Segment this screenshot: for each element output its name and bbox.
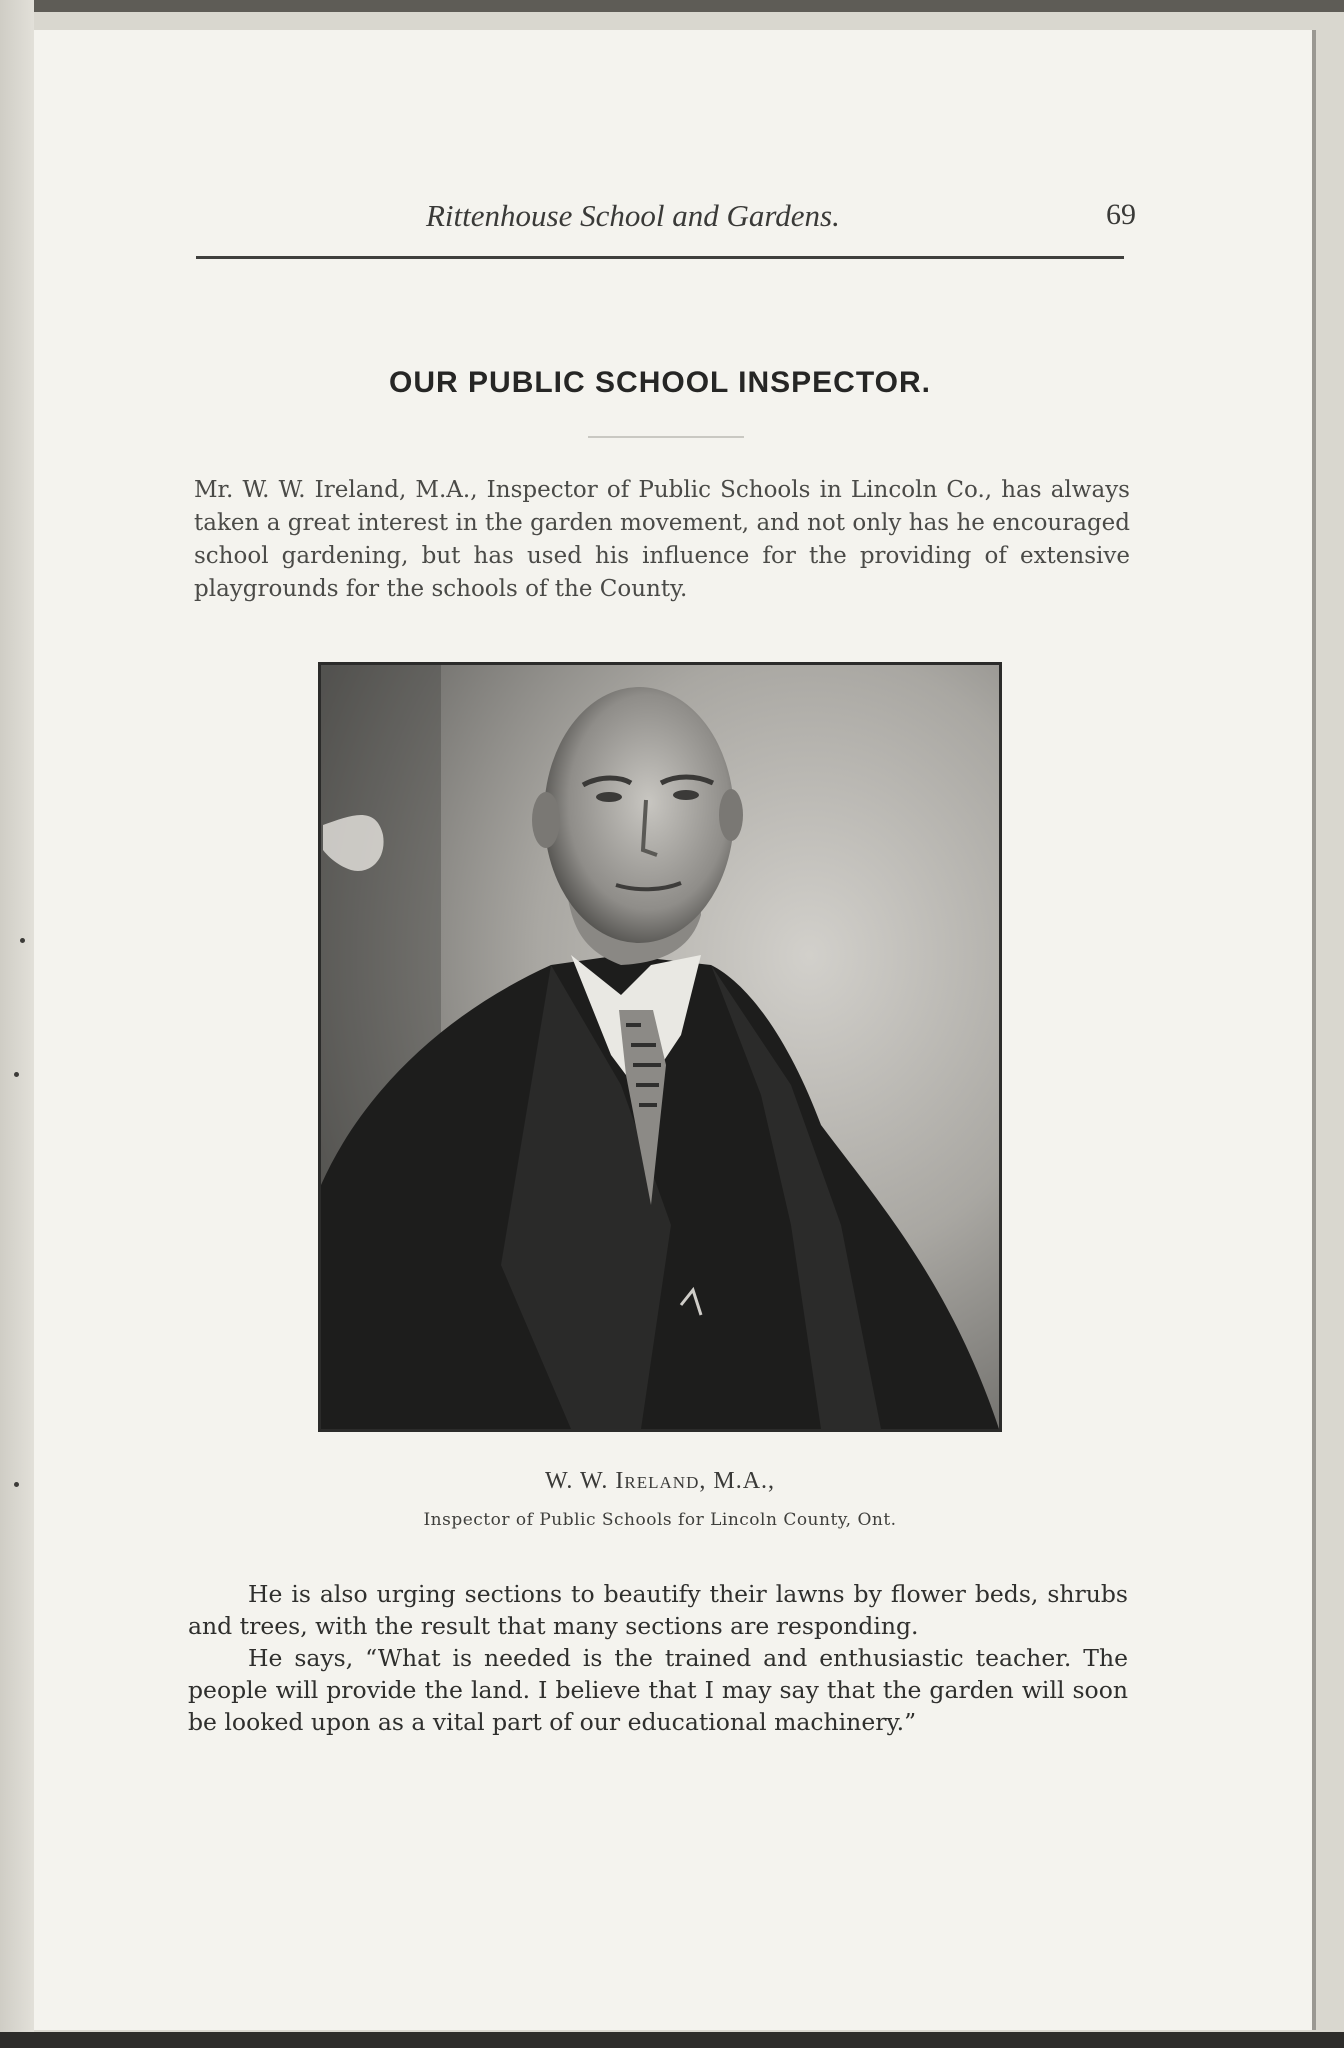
scan-top-edge bbox=[0, 0, 1344, 12]
article-title: OUR PUBLIC SCHOOL INSPECTOR. bbox=[389, 366, 931, 399]
binding-mark bbox=[14, 1072, 19, 1077]
photo-caption-name bbox=[196, 1468, 1124, 1495]
running-head-title: Rittenhouse School and Gardens. bbox=[426, 198, 840, 233]
photo-caption-role: Inspector of Public Schools for Lincoln County, Ont. bbox=[423, 1510, 897, 1530]
binding-mark bbox=[14, 1482, 19, 1487]
caption-degree: M.A., bbox=[713, 1468, 776, 1494]
title-divider bbox=[588, 436, 744, 438]
body-paragraph: He says, “What is needed is the trained and enthusiastic teacher. The people will provide the land. I believe that I may say that the garden will soon be looked upon as a vital part of our educational machinery.” bbox=[188, 1644, 1128, 1736]
intro-paragraph: Mr. W. W. Ireland, M.A., Inspector of Public Schools in Lincoln Co., has always taken a great interest in the garden movement, and not only has he encouraged school gardening, but has used his influence for the providing of extensive playgrounds for the schools of the County. bbox=[194, 477, 1130, 602]
header-rule bbox=[196, 256, 1124, 259]
page-number: 69 bbox=[1106, 198, 1136, 231]
caption-initials: W. W. bbox=[544, 1468, 609, 1494]
scan-bottom-edge bbox=[0, 2032, 1344, 2048]
running-head bbox=[196, 198, 1136, 242]
caption-surname: Ireland, bbox=[615, 1468, 707, 1494]
portrait-photograph bbox=[318, 662, 1002, 1432]
binding-mark bbox=[20, 938, 25, 943]
article-body bbox=[188, 1578, 1128, 1738]
facing-page-edge bbox=[0, 0, 34, 2048]
body-paragraph: He is also urging sections to beautify their lawns by flower beds, shrubs and trees, with the result that many sections are responding. bbox=[188, 1580, 1128, 1640]
